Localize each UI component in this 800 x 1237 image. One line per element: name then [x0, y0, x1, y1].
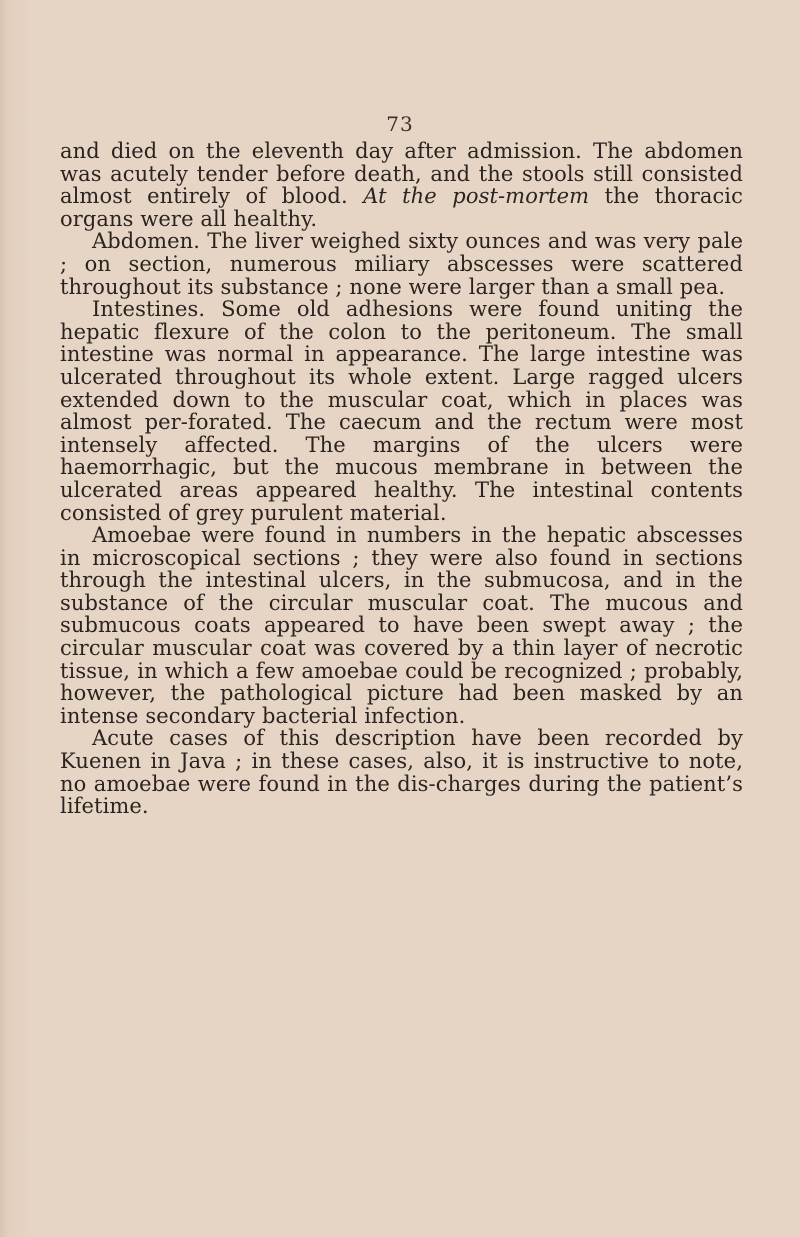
- paragraph-1-text-a: and died on the eleventh day after admission. The abdomen was acutely tender before death, and the stools still consisted almost entirely of blood.: [60, 139, 743, 209]
- paragraph-1-italic-phrase: At the post-mortem: [363, 184, 590, 209]
- paragraph-1: [60, 140, 743, 230]
- paragraph-intestines: [60, 298, 743, 524]
- paragraph-amoebae: [60, 524, 743, 727]
- paragraph-abdomen: [60, 230, 743, 298]
- paragraph-intestines-text: Intestines. Some old adhesions were found uniting the hepatic flexure of the colon to the peritoneum. The small intestine was normal in appearance. The large intestine was ulcerated throughout its whole extent. Large ragged ulcers extended down to the muscular coat, which in places was almost per-forated. The caecum and the rectum were most intensely affected. The margins of the ulcers were haemorrhagic, but the mucous membrane in between the ulcerated areas appeared healthy. The intestinal contents consisted of grey purulent material.: [60, 297, 743, 525]
- body-text: [60, 140, 743, 818]
- paragraph-acute-cases-text: Acute cases of this description have been recorded by Kuenen in Java ; in these cases, also, it is instructive to note, no amoebae were found in the dis-charges during the patient’s lifetime.: [60, 726, 743, 819]
- paragraph-1-text-b: the thoracic organs were all healthy.: [60, 184, 743, 231]
- paragraph-amoebae-text: Amoebae were found in numbers in the hepatic abscesses in microscopical sections ; they were also found in sections through the intestinal ulcers, in the submucosa, and in the substance of the circular muscular coat. The mucous and submucous coats appeared to have been swept away ; the circular muscular coat was covered by a thin layer of necrotic tissue, in which a few amoebae could be recognized ; probably, however, the pathological picture had been masked by an intense secondary bacterial infection.: [60, 523, 743, 728]
- paragraph-acute-cases: [60, 727, 743, 817]
- paragraph-abdomen-text: Abdomen. The liver weighed sixty ounces and was very pale ; on section, numerous miliary abscesses were scattered throughout its substance ; none were larger than a small pea.: [60, 229, 743, 299]
- page-number: 73: [386, 112, 414, 136]
